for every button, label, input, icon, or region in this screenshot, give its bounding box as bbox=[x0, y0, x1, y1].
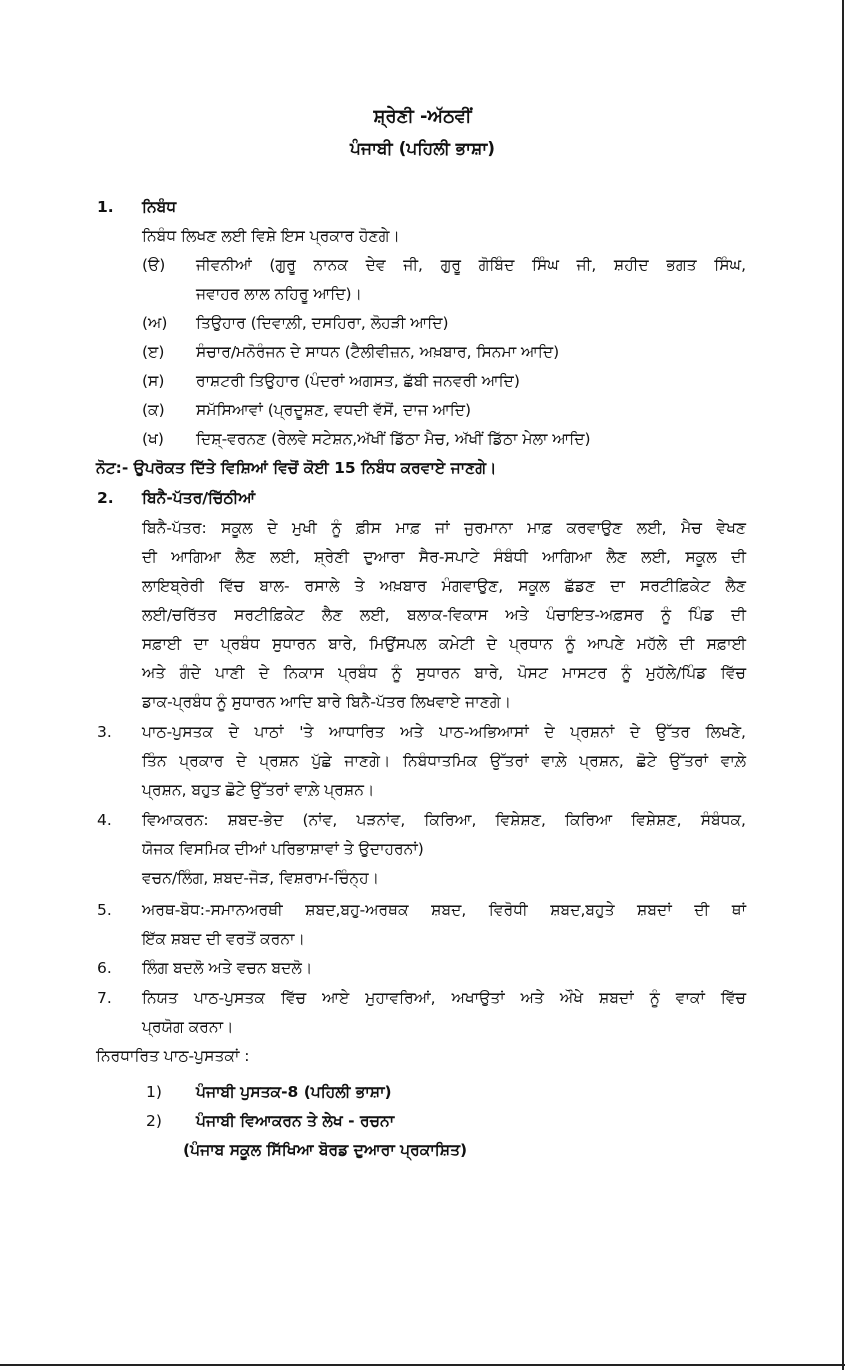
section-number-3: 3. bbox=[97, 723, 112, 741]
list-item: ਤਿਉਹਾਰ (ਦਿਵਾਲ਼ੀ, ਦਸਹਿਰਾ, ਲੋਹੜੀ ਆਦਿ) bbox=[196, 314, 449, 332]
subject-title: ਪੰਜਾਬੀ (ਪਹਿਲੀ ਭਾਸ਼ਾ) bbox=[350, 139, 495, 159]
list-marker: (ੳ) bbox=[142, 256, 166, 274]
list-item-continued: ਜਵਾਹਰ ਲਾਲ ਨਹਿਰੂ ਆਦਿ)। bbox=[196, 285, 362, 303]
letters-text-line: ਲਾਇਬ੍ਰੇਰੀ ਵਿੱਚ ਬਾਲ- ਰਸਾਲੇ ਤੇ ਅਖ਼ਬਾਰ ਮੰਗਵਾਉਣ, ਸਕੂਲ ਛੱਡਣ ਦਾ ਸਰਟੀਫ਼ਿਕੇਟ ਲੈਣ bbox=[142, 577, 746, 595]
book-title: ਪੰਜਾਬੀ ਵਿਆਕਰਨ ਤੇ ਲੇਖ - ਰਚਨਾ bbox=[196, 1112, 395, 1130]
list-item: ਸਮੱਸਿਆਵਾਂ (ਪ੍ਰਦੂਸ਼ਣ, ਵਧਦੀ ਵੱਸੋਂ, ਦਾਜ ਆਦਿ) bbox=[196, 401, 472, 419]
letters-text-line: ਬਿਨੈ-ਪੱਤਰ: ਸਕੂਲ ਦੇ ਮੁਖੀ ਨੂੰ ਫ਼ੀਸ ਮਾਫ਼ ਜਾਂ ਜੁਰਮਾਨਾ ਮਾਫ਼ ਕਰਵਾਉਣ ਲਈ, ਮੈਚ ਵੇਖਣ bbox=[142, 519, 746, 537]
book-number: 2) bbox=[146, 1112, 162, 1130]
book-number: 1) bbox=[146, 1083, 162, 1101]
page-edge-right bbox=[842, 0, 844, 1370]
list-marker: (ੲ) bbox=[142, 343, 165, 361]
idioms-line: ਨਿਯਤ ਪਾਠ-ਪੁਸਤਕ ਵਿੱਚ ਆਏ ਮੁਹਾਵਰਿਆਂ, ਅਖਾਉਤਾਂ ਅਤੇ ਔਖੇ ਸ਼ਬਦਾਂ ਨੂੰ ਵਾਕਾਂ ਵਿੱਚ bbox=[142, 989, 746, 1007]
class-title: ਸ਼੍ਰੇਣੀ -ਅੱਠਵੀਂ bbox=[373, 106, 472, 127]
list-marker: (ਕ) bbox=[142, 401, 165, 419]
list-marker: (ਅ) bbox=[142, 314, 168, 332]
essay-note: ਨੋਟ:- ਉਪਰੋਕਤ ਦਿੱਤੇ ਵਿਸ਼ਿਆਂ ਵਿਚੋਂ ਕੋਈ 15 ਨਿਬੰਧ ਕਰਵਾਏ ਜਾਣਗੇ। bbox=[96, 459, 497, 477]
section-number-4: 4. bbox=[97, 811, 112, 829]
list-item: ਦਿਸ਼੍-ਵਰਨਣ (ਰੇਲਵੇ ਸਟੇਸ਼ਨ,ਅੱਖੀਂ ਡਿੱਠਾ ਮੈਚ, ਅੱਖੀਂ ਡਿੱਠਾ ਮੇਲਾ ਆਦਿ) bbox=[196, 430, 591, 448]
grammar-line: ਵਿਆਕਰਨ: ਸ਼ਬਦ-ਭੇਦ (ਨਾਂਵ, ਪੜਨਾਂਵ, ਕਿਰਿਆ, ਵਿਸ਼ੇਸ਼ਣ, ਕਿਰਿਆ ਵਿਸ਼ੇਸ਼ਣ, ਸੰਬੰਧਕ, bbox=[142, 811, 746, 829]
letters-text-line: ਲਈ/ਚਰਿੱਤਰ ਸਰਟੀਫ਼ਿਕੇਟ ਲੈਣ ਲਈ, ਬਲਾਕ-ਵਿਕਾਸ ਅਤੇ ਪੰਚਾਇਤ-ਅਫ਼ਸਰ ਨੂੰ ਪਿੰਡ ਦੀ bbox=[142, 606, 746, 624]
gender-number-line: ਲਿੰਗ ਬਦਲੋ ਅਤੇ ਵਚਨ ਬਦਲੋ। bbox=[142, 959, 313, 977]
grammar-line: ਵਚਨ/ਲਿੰਗ, ਸ਼ਬਦ-ਜੋੜ, ਵਿਸ਼ਰਾਮ-ਚਿੰਨ੍ਹ। bbox=[142, 869, 380, 887]
section-number-5: 5. bbox=[97, 901, 112, 919]
section-number-6: 6. bbox=[97, 959, 112, 977]
section-heading-essay: ਨਿਬੰਧ bbox=[142, 198, 177, 216]
list-marker: (ਸ) bbox=[142, 372, 165, 390]
book-title: ਪੰਜਾਬੀ ਪੁਸਤਕ-8 (ਪਹਿਲੀ ਭਾਸ਼ਾ) bbox=[196, 1083, 392, 1101]
section-number-2: 2. bbox=[97, 489, 114, 507]
textbook-questions-line: ਪ੍ਰਸ਼ਨ, ਬਹੁਤ ਛੋਟੇ ਉੱਤਰਾਂ ਵਾਲ਼ੇ ਪ੍ਰਸ਼ਨ। bbox=[142, 781, 375, 799]
prescribed-books-heading: ਨਿਰਧਾਰਿਤ ਪਾਠ-ਪੁਸਤਕਾਂ : bbox=[96, 1047, 250, 1065]
textbook-questions-line: ਪਾਠ-ਪੁਸਤਕ ਦੇ ਪਾਠਾਂ 'ਤੇ ਆਧਾਰਿਤ ਅਤੇ ਪਾਠ-ਅਭਿਆਸਾਂ ਦੇ ਪ੍ਰਸ਼ਨਾਂ ਦੇ ਉੱਤਰ ਲਿਖਣੇ, bbox=[142, 723, 746, 741]
textbook-questions-line: ਤਿੰਨ ਪ੍ਰਕਾਰ ਦੇ ਪ੍ਰਸ਼ਨ ਪੁੱਛੇ ਜਾਣਗੇ। ਨਿਬੰਧਾਤਮਿਕ ਉੱਤਰਾਂ ਵਾਲ਼ੇ ਪ੍ਰਸ਼ਨ, ਛੋਟੇ ਉੱਤਰਾਂ ਵਾਲ਼ੇ bbox=[142, 752, 746, 770]
list-item: ਜੀਵਨੀਆਂ (ਗੁਰੂ ਨਾਨਕ ਦੇਵ ਜੀ, ਗੁਰੂ ਗੋਬਿੰਦ ਸਿੰਘ ਜੀ, ਸ਼ਹੀਦ ਭਗਤ ਸਿੰਘ, bbox=[196, 256, 746, 274]
list-item: ਰਾਸ਼ਟਰੀ ਤਿਉਹਾਰ (ਪੰਦਰਾਂ ਅਗਸਤ, ਛੱਬੀ ਜਨਵਰੀ ਆਦਿ) bbox=[196, 372, 520, 390]
letters-text-line: ਦੀ ਆਗਿਆ ਲੈਣ ਲਈ, ਸ਼੍ਰੇਣੀ ਦੁਆਰਾ ਸੈਰ-ਸਪਾਟੇ ਸੰਬੰਧੀ ਆਗਿਆ ਲੈਣ ਲਈ, ਸਕੂਲ ਦੀ bbox=[142, 548, 746, 566]
essay-intro: ਨਿਬੰਧ ਲਿਖਣ ਲਈ ਵਿਸ਼ੇ ਇਸ ਪ੍ਰਕਾਰ ਹੋਣਗੇ। bbox=[142, 227, 400, 245]
section-heading-letters: ਬਿਨੈ-ਪੱਤਰ/ਚਿੱਠੀਆਂ bbox=[142, 489, 256, 507]
letters-text-line: ਸਫ਼ਾਈ ਦਾ ਪ੍ਰਬੰਧ ਸੁਧਾਰਨ ਬਾਰੇ, ਮਿਉਂਸਪਲ ਕਮੇਟੀ ਦੇ ਪ੍ਰਧਾਨ ਨੂੰ ਆਪਣੇ ਮਹੱਲੇ ਦੀ ਸਫ਼ਾਈ bbox=[142, 635, 746, 653]
idioms-line: ਪ੍ਰਯੋਗ ਕਰਨਾ। bbox=[142, 1018, 234, 1036]
letters-text-line: ਡਾਕ-ਪ੍ਰਬੰਧ ਨੂੰ ਸੁਧਾਰਨ ਆਦਿ ਬਾਰੇ ਬਿਨੈ-ਪੱਤਰ ਲਿਖਵਾਏ ਜਾਣਗੇ। bbox=[142, 693, 512, 711]
letters-text-line: ਅਤੇ ਗੰਦੇ ਪਾਣੀ ਦੇ ਨਿਕਾਸ ਪ੍ਰਬੰਧ ਨੂੰ ਸੁਧਾਰਨ ਬਾਰੇ, ਪੋਸਟ ਮਾਸਟਰ ਨੂੰ ਮੁਹੱਲੇ/ਪਿੰਡ ਵਿੱਚ bbox=[142, 664, 746, 682]
section-number-1: 1. bbox=[97, 198, 114, 216]
meaning-line: ਅਰਥ-ਬੋਧ:-ਸਮਾਨਅਰਥੀ ਸ਼ਬਦ,ਬਹੁ-ਅਰਥਕ ਸ਼ਬਦ, ਵਿਰੋਧੀ ਸ਼ਬਦ,ਬਹੁਤੇ ਸ਼ਬਦਾਂ ਦੀ ਥਾਂ bbox=[142, 901, 746, 919]
section-number-7: 7. bbox=[97, 989, 112, 1007]
list-marker: (ਖ) bbox=[142, 430, 164, 448]
list-item: ਸੰਚਾਰ/ਮਨੋਰੰਜਨ ਦੇ ਸਾਧਨ (ਟੈਲੀਵੀਜ਼ਨ, ਅਖ਼ਬਾਰ, ਸਿਨਮਾ ਆਦਿ) bbox=[196, 343, 560, 361]
page-edge-bottom bbox=[0, 1364, 845, 1366]
meaning-line: ਇੱਕ ਸ਼ਬਦ ਦੀ ਵਰਤੋਂ ਕਰਨਾ। bbox=[142, 930, 305, 948]
publisher-note: (ਪੰਜਾਬ ਸਕੂਲ ਸਿੱਖਿਆ ਬੋਰਡ ਦੁਆਰਾ ਪ੍ਰਕਾਸ਼ਿਤ) bbox=[183, 1141, 468, 1159]
grammar-line: ਯੋਜਕ ਵਿਸਮਿਕ ਦੀਆਂ ਪਰਿਭਾਸ਼ਾਵਾਂ ਤੇ ਉਦਾਹਰਨਾਂ) bbox=[142, 840, 424, 858]
